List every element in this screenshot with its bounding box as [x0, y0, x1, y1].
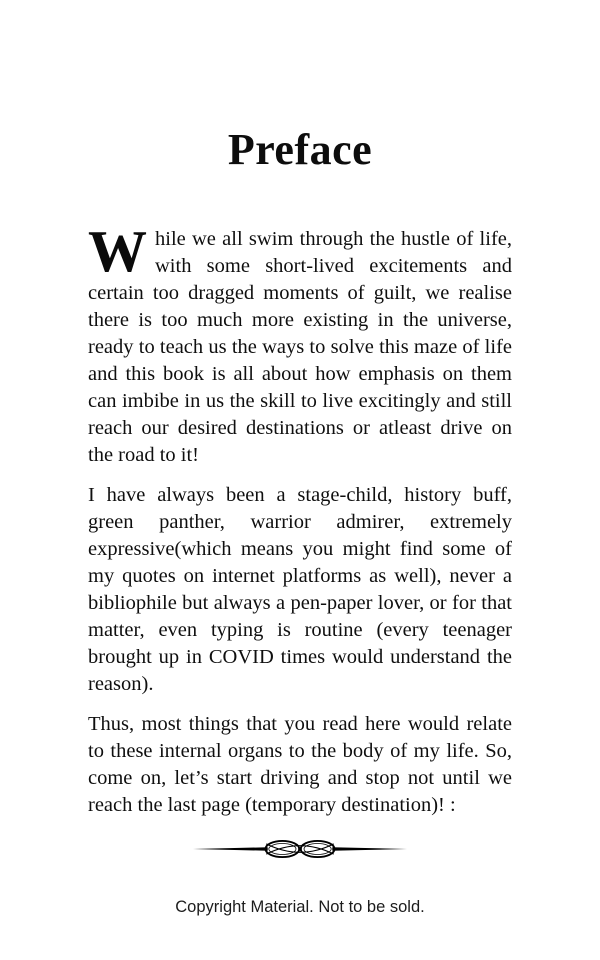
paragraph-3: Thus, most things that you read here would relate to these internal organs to the body of my life. So, come on, let’s start driving and stop not until we reach the last page (temporary destination)! : — [88, 713, 512, 817]
paragraph-1-text: hile we all swim through the hustle of life, with some short-lived excitements and certain too dragged moments of guilt, we realise there is too much more existing in the universe, ready to teach us the ways to solve this maze of life and this book is all about how emphasis on them can imbibe in us the skill to live excitingly and still reach our desired destinations or atleast drive on the road to it! — [88, 228, 512, 467]
section-divider — [0, 832, 600, 866]
page-title: Preface — [227, 125, 373, 174]
paragraph-2: I have always been a stage-child, history buff, green panther, warrior admirer, extremely expressive(which means you might find some of my quotes on internet platforms as well), never a bibliophile but always a pen-paper lover, or for that matter, even typing is routine (every teenager brought up in COVID times would understand the reason). — [88, 484, 512, 696]
paragraph-1 — [88, 218, 512, 469]
flourish-divider-icon — [190, 832, 410, 866]
copyright-notice: Copyright Material. Not to be sold. — [175, 898, 425, 916]
drop-cap-letter: W — [88, 218, 147, 285]
preface-body — [88, 218, 512, 819]
